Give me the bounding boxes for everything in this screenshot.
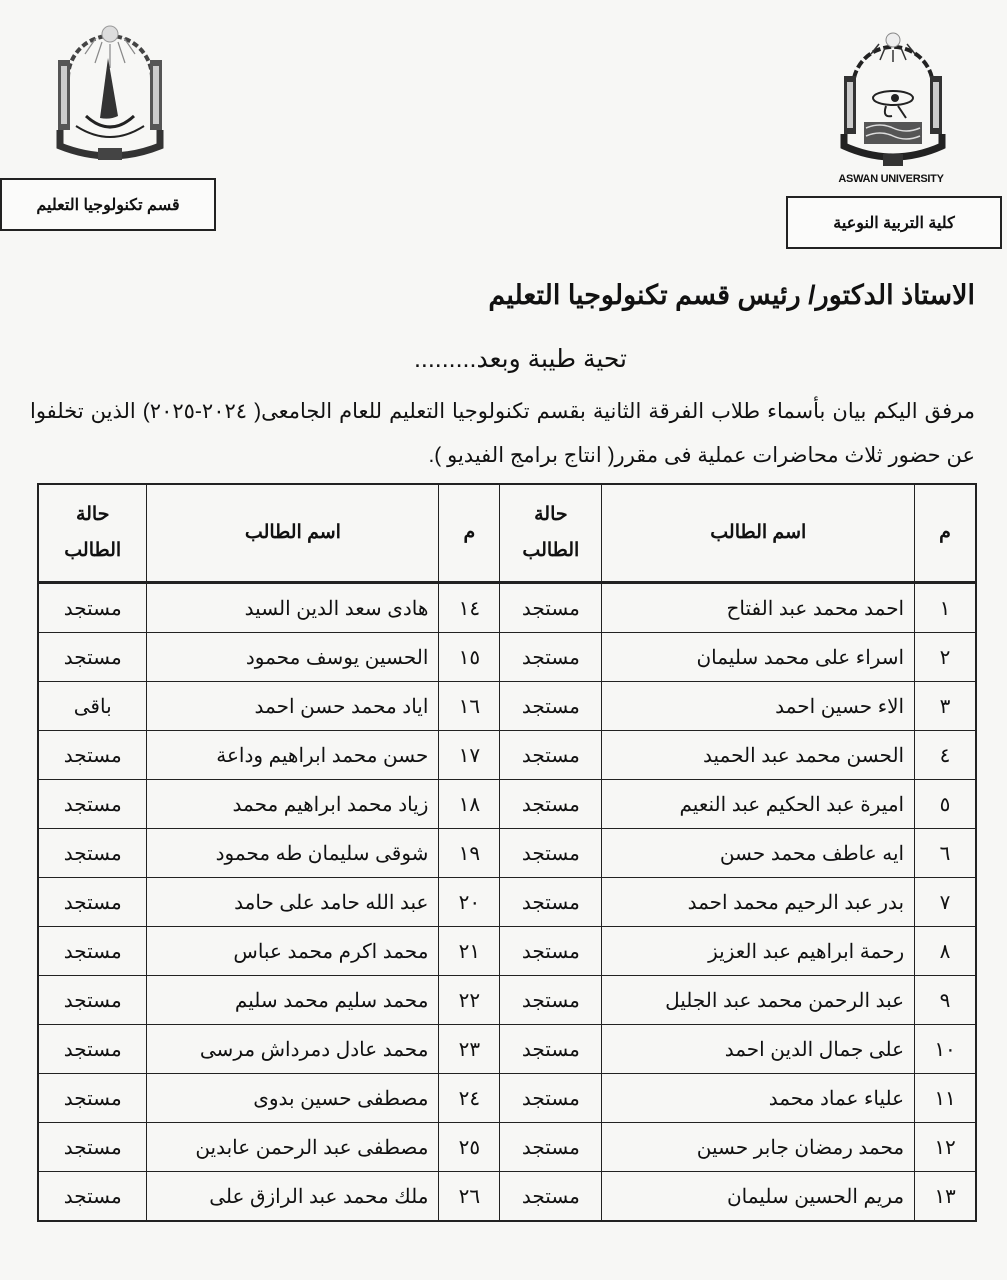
faculty-label: كلية التربية النوعية — [833, 214, 955, 232]
student-name: عبد الرحمن محمد عبد الجليل — [602, 976, 915, 1025]
table-header-row — [38, 484, 976, 583]
header-num-1: م — [915, 484, 976, 583]
student-name: الحسن محمد عبد الحميد — [602, 731, 915, 780]
row-number: ٢٣ — [439, 1025, 500, 1074]
student-status: مستجد — [38, 878, 147, 927]
student-name: زياد محمد ابراهيم محمد — [147, 780, 439, 829]
student-status: مستجد — [500, 731, 602, 780]
faculty-logo — [50, 8, 170, 163]
student-status: مستجد — [38, 1123, 147, 1172]
student-status: مستجد — [38, 976, 147, 1025]
addressee-heading: الاستاذ الدكتور/ رئيس قسم تكنولوجيا التعليم — [488, 280, 975, 310]
row-number: ٣ — [915, 682, 976, 731]
student-name: ملك محمد عبد الرازق على — [147, 1172, 439, 1222]
row-number: ١٣ — [915, 1172, 976, 1222]
student-name: هادى سعد الدين السيد — [147, 583, 439, 633]
header-status-2 — [38, 484, 147, 583]
row-number: ١٢ — [915, 1123, 976, 1172]
table-row — [38, 878, 976, 927]
student-status: مستجد — [38, 1074, 147, 1123]
student-name: اسراء على محمد سليمان — [602, 633, 915, 682]
faculty-box — [786, 196, 1002, 249]
table-row — [38, 583, 976, 633]
header-name-2: اسم الطالب — [147, 484, 439, 583]
row-number: ٧ — [915, 878, 976, 927]
university-logo — [838, 18, 948, 168]
row-number: ٢١ — [439, 927, 500, 976]
table-row — [38, 682, 976, 731]
row-number: ٢٠ — [439, 878, 500, 927]
student-name: على جمال الدين احمد — [602, 1025, 915, 1074]
row-number: ٦ — [915, 829, 976, 878]
student-name: مصطفى عبد الرحمن عابدين — [147, 1123, 439, 1172]
letter-body: مرفق اليكم بيان بأسماء طلاب الفرقة الثانية بقسم تكنولوجيا التعليم للعام الجامعى( ٢٠٢٤-٢٠٢٥) الذين تخلفوا عن حضور ثلاث محاضرات عملية فى مقرر( انتاج برامج الفيديو ). — [30, 400, 975, 467]
row-number: ٢٤ — [439, 1074, 500, 1123]
row-number: ٢٦ — [439, 1172, 500, 1222]
student-status: مستجد — [38, 583, 147, 633]
row-number: ٢ — [915, 633, 976, 682]
student-status: مستجد — [500, 583, 602, 633]
row-number: ١٩ — [439, 829, 500, 878]
student-status: مستجد — [500, 682, 602, 731]
student-status: مستجد — [500, 1123, 602, 1172]
row-number: ٢٢ — [439, 976, 500, 1025]
row-number: ٤ — [915, 731, 976, 780]
student-name: علياء عماد محمد — [602, 1074, 915, 1123]
row-number: ١٥ — [439, 633, 500, 682]
row-number: ٨ — [915, 927, 976, 976]
row-number: ٢٥ — [439, 1123, 500, 1172]
student-status: مستجد — [500, 829, 602, 878]
student-status: مستجد — [38, 1025, 147, 1074]
student-name: عبد الله حامد على حامد — [147, 878, 439, 927]
student-name: محمد رمضان جابر حسين — [602, 1123, 915, 1172]
row-number: ١٠ — [915, 1025, 976, 1074]
table-row — [38, 633, 976, 682]
greeting-line: تحية طيبة وبعد......... — [413, 345, 627, 373]
student-status: مستجد — [500, 976, 602, 1025]
student-name: مصطفى حسين بدوى — [147, 1074, 439, 1123]
student-status: مستجد — [38, 780, 147, 829]
table-row — [38, 1074, 976, 1123]
students-table — [37, 483, 977, 1222]
student-name: محمد عادل دمرداش مرسى — [147, 1025, 439, 1074]
student-name: بدر عبد الرحيم محمد احمد — [602, 878, 915, 927]
header-status-2-line2: الطالب — [64, 540, 122, 561]
table-row — [38, 1025, 976, 1074]
student-name: محمد سليم محمد سليم — [147, 976, 439, 1025]
student-status: مستجد — [500, 780, 602, 829]
university-name-english: ASWAN UNIVERSITY — [838, 173, 944, 185]
student-name: ايه عاطف محمد حسن — [602, 829, 915, 878]
header-name-1: اسم الطالب — [602, 484, 915, 583]
student-name: اميرة عبد الحكيم عبد النعيم — [602, 780, 915, 829]
student-status: مستجد — [38, 927, 147, 976]
header-status-1-line2: الطالب — [522, 540, 580, 561]
student-status: مستجد — [38, 829, 147, 878]
header-num-2: م — [439, 484, 500, 583]
student-name: حسن محمد ابراهيم وداعة — [147, 731, 439, 780]
student-status: مستجد — [500, 633, 602, 682]
row-number: ١٦ — [439, 682, 500, 731]
header-status-1 — [500, 484, 602, 583]
student-status: باقى — [38, 682, 147, 731]
student-status: مستجد — [500, 878, 602, 927]
student-status: مستجد — [500, 1074, 602, 1123]
row-number: ١١ — [915, 1074, 976, 1123]
student-name: احمد محمد عبد الفتاح — [602, 583, 915, 633]
row-number: ٩ — [915, 976, 976, 1025]
table-row — [38, 780, 976, 829]
table-row — [38, 731, 976, 780]
student-name: شوقى سليمان طه محمود — [147, 829, 439, 878]
header-status-2-line1: حالة — [75, 504, 110, 525]
table-row — [38, 1172, 976, 1222]
department-box — [0, 178, 216, 231]
student-status: مستجد — [38, 633, 147, 682]
row-number: ١٨ — [439, 780, 500, 829]
row-number: ١٤ — [439, 583, 500, 633]
student-name: الحسين يوسف محمود — [147, 633, 439, 682]
student-name: الاء حسين احمد — [602, 682, 915, 731]
table-row — [38, 976, 976, 1025]
student-status: مستجد — [500, 1025, 602, 1074]
student-status: مستجد — [500, 1172, 602, 1222]
student-name: محمد اكرم محمد عباس — [147, 927, 439, 976]
student-name: اياد محمد حسن احمد — [147, 682, 439, 731]
student-name: رحمة ابراهيم عبد العزيز — [602, 927, 915, 976]
header-status-1-line1: حالة — [534, 504, 568, 525]
student-status: مستجد — [38, 731, 147, 780]
table-row — [38, 1123, 976, 1172]
student-name: مريم الحسين سليمان — [602, 1172, 915, 1222]
table-row — [38, 927, 976, 976]
row-number: ١ — [915, 583, 976, 633]
row-number: ٥ — [915, 780, 976, 829]
department-label: قسم تكنولوجيا التعليم — [36, 196, 180, 214]
student-status: مستجد — [500, 927, 602, 976]
table-row — [38, 829, 976, 878]
student-status: مستجد — [38, 1172, 147, 1222]
row-number: ١٧ — [439, 731, 500, 780]
